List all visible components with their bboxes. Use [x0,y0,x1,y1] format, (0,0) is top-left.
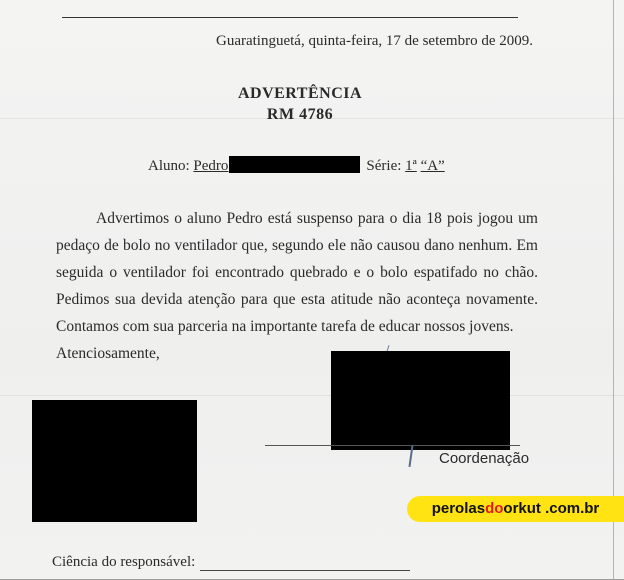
paper-edge-right [613,0,614,580]
student-name: Pedro [193,158,229,174]
responsible-signature-line [200,570,410,571]
letter-title: ADVERTÊNCIA [237,85,363,102]
paper-fold [0,395,624,396]
aluno-label: Aluno: [148,158,190,174]
site-watermark [407,496,624,522]
serie-number: 1ª [405,158,417,174]
watermark-part3: orkut [503,500,541,517]
serie-class: “A” [420,158,445,174]
watermark-part4: .com.br [545,500,600,517]
responsible-label: Ciência do responsável: [52,554,196,570]
watermark-part2: do [485,500,504,517]
student-line [148,156,445,175]
letter-closing: Atenciosamente, [56,345,160,362]
registration-number: RM 4786 [266,106,334,123]
letter-date: Guaratinguetá, quinta-feira, 17 de setembro de 2009. [216,33,533,49]
letter-paragraph: Advertimos o aluno Pedro está suspenso para o dia 18 pois jogou um pedaço de bolo no ventilador que, segundo ele não causou dano nenhum. Em seguida o ventilador foi encontrado quebrado e o bolo espatifado no chão. Pedimos sua devida atenção para que esta atitude não aconteça novamente. Contamos com sua parceria na importante tarefa de educar nossos jovens. [56,210,538,335]
coordination-label: Coordenação [439,450,530,467]
signature-line [265,445,520,446]
redacted-surname [229,156,360,173]
letter-body [56,205,538,367]
redacted-stamp [32,400,197,522]
watermark-part1: perolas [431,500,486,517]
redacted-signature [331,351,510,450]
serie-label: Série: [366,158,402,174]
top-rule [62,17,518,18]
